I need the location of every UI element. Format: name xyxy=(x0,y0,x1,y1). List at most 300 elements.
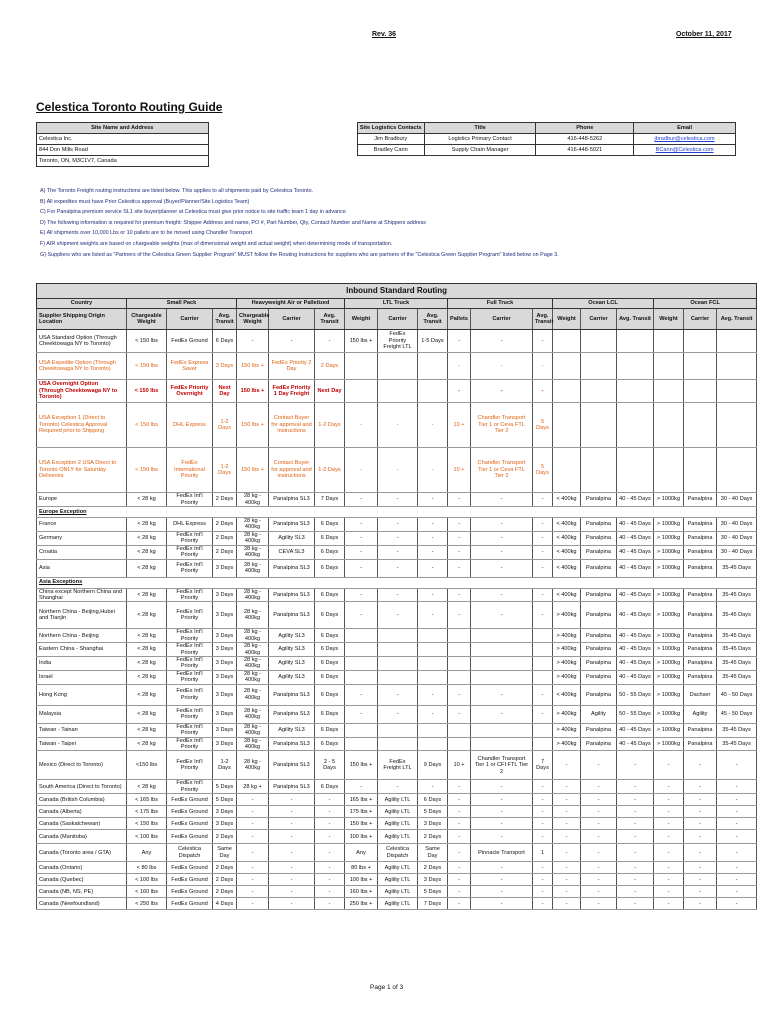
table-cell: - xyxy=(345,602,378,629)
table-cell: Panalpina xyxy=(581,493,617,507)
table-cell: Panalpina xyxy=(581,684,617,705)
table-cell: - xyxy=(471,380,533,403)
table-row xyxy=(37,670,757,684)
table-cell xyxy=(345,629,378,643)
origin-cell: Croatia xyxy=(37,545,127,559)
table-row xyxy=(37,629,757,643)
table-cell: Agility LTL xyxy=(378,874,418,886)
table-cell xyxy=(345,643,378,657)
table-cell: - xyxy=(237,794,269,806)
table-cell xyxy=(448,737,471,751)
table-cell: - xyxy=(448,559,471,577)
column-header: Carrier xyxy=(269,309,315,330)
table-cell: 6 Days xyxy=(315,684,345,705)
email-header: Email xyxy=(634,123,736,134)
table-cell: - xyxy=(581,751,617,780)
table-cell: Panalpina xyxy=(684,670,717,684)
table-cell: 28 kg - 400kg xyxy=(237,602,269,629)
table-cell: - xyxy=(581,818,617,830)
table-cell xyxy=(654,448,684,493)
table-cell: < 400kg xyxy=(553,493,581,507)
table-cell: - xyxy=(448,588,471,602)
table-cell xyxy=(654,330,684,353)
table-cell: Agility LTL xyxy=(378,806,418,818)
table-cell: - xyxy=(533,602,553,629)
table-cell: 6 Days xyxy=(315,657,345,671)
table-cell: 6 Days xyxy=(315,723,345,737)
address-line: Celestica Inc. xyxy=(37,134,209,145)
table-cell: 28 kg - 400kg xyxy=(237,493,269,507)
table-cell: < 28 kg xyxy=(127,518,167,532)
table-cell xyxy=(533,657,553,671)
table-cell: - xyxy=(471,806,533,818)
table-row xyxy=(37,794,757,806)
table-cell: - xyxy=(345,588,378,602)
table-row xyxy=(37,844,757,862)
table-cell: FedEx Priority 2 Day xyxy=(269,353,315,380)
table-cell: - xyxy=(533,330,553,353)
table-cell: < 165 lbs xyxy=(127,794,167,806)
origin-cell: India xyxy=(37,657,127,671)
table-cell: - xyxy=(471,518,533,532)
table-cell xyxy=(345,353,378,380)
table-cell: - xyxy=(684,830,717,844)
table-cell: - xyxy=(684,862,717,874)
table-cell: - xyxy=(378,705,418,723)
table-cell xyxy=(471,737,533,751)
table-cell: - xyxy=(617,751,654,780)
origin-cell: Eastern China - Shanghai xyxy=(37,643,127,657)
table-cell: < 150 lbs xyxy=(127,380,167,403)
table-cell xyxy=(533,670,553,684)
table-cell: - xyxy=(315,830,345,844)
table-cell: 3 Days xyxy=(213,588,237,602)
table-cell: 250 lbs + xyxy=(345,898,378,910)
table-cell: - xyxy=(269,874,315,886)
table-cell: - xyxy=(654,780,684,794)
table-row xyxy=(37,830,757,844)
table-cell xyxy=(345,380,378,403)
table-cell: 28 kg - 400kg xyxy=(237,559,269,577)
table-cell: Panalpina SL3 xyxy=(269,684,315,705)
table-cell: - xyxy=(448,898,471,910)
group-header: LTL Truck xyxy=(345,299,448,309)
column-header: Carrier xyxy=(581,309,617,330)
table-cell: Panalpina xyxy=(581,518,617,532)
table-cell: - xyxy=(533,588,553,602)
table-cell: - xyxy=(684,794,717,806)
table-cell: - xyxy=(418,448,448,493)
table-row xyxy=(37,493,757,507)
table-cell: 3 Days xyxy=(213,559,237,577)
table-cell: - xyxy=(471,684,533,705)
column-header: Pallets xyxy=(448,309,471,330)
column-header: Chargeable Weight xyxy=(237,309,269,330)
table-cell: - xyxy=(448,493,471,507)
table-cell: < 400kg xyxy=(553,518,581,532)
table-cell: < 150 lbs xyxy=(127,353,167,380)
table-cell: FedEx Int'l Priority xyxy=(167,751,213,780)
address-line: 844 Don Mills Road xyxy=(37,145,209,156)
table-cell: - xyxy=(717,830,757,844)
table-cell: 160 lbs + xyxy=(345,886,378,898)
table-cell: FedEx Priority Freight LTL xyxy=(378,330,418,353)
table-cell: 1-2 Days xyxy=(315,403,345,448)
table-cell: - xyxy=(418,531,448,545)
inbound-routing-table xyxy=(36,283,757,910)
table-cell: Panalpina SL3 xyxy=(269,559,315,577)
table-cell: Agility SL3 xyxy=(269,643,315,657)
table-cell: - xyxy=(237,874,269,886)
table-cell: 35-45 Days xyxy=(717,670,757,684)
table-cell: - xyxy=(581,874,617,886)
table-cell: < 28 kg xyxy=(127,545,167,559)
table-cell: 45 - 50 Days xyxy=(717,705,757,723)
table-cell: - xyxy=(471,531,533,545)
table-cell: FedEx Int'l Priority xyxy=(167,602,213,629)
table-cell: - xyxy=(315,898,345,910)
table-cell: 5 Days xyxy=(533,448,553,493)
table-cell xyxy=(448,670,471,684)
table-cell: - xyxy=(471,602,533,629)
table-cell: 3 Days xyxy=(213,705,237,723)
table-cell: 40 - 45 Days xyxy=(617,643,654,657)
table-cell: 3 Days xyxy=(213,629,237,643)
table-cell: Panalpina SL3 xyxy=(269,737,315,751)
table-cell: - xyxy=(654,751,684,780)
table-cell: Dachser xyxy=(684,684,717,705)
table-cell: Agility xyxy=(684,705,717,723)
table-cell: - xyxy=(533,818,553,830)
table-cell xyxy=(553,330,581,353)
table-cell: 35-45 Days xyxy=(717,629,757,643)
origin-cell: Canada (Alberta) xyxy=(37,806,127,818)
table-cell: - xyxy=(684,806,717,818)
table-cell: - xyxy=(378,588,418,602)
document-date: October 11, 2017 xyxy=(676,31,732,38)
table-cell: - xyxy=(448,518,471,532)
table-cell: - xyxy=(448,806,471,818)
table-row xyxy=(37,330,757,353)
table-cell: Panalpina xyxy=(684,559,717,577)
table-cell: DHL Express xyxy=(167,518,213,532)
table-cell: - xyxy=(378,403,418,448)
table-cell: - xyxy=(654,874,684,886)
table-cell xyxy=(581,448,617,493)
table-cell: - xyxy=(448,705,471,723)
group-header: Heavyweight Air or Palletized xyxy=(237,299,345,309)
table-cell: - xyxy=(448,531,471,545)
table-cell: - xyxy=(448,780,471,794)
table-cell: > 400kg xyxy=(553,737,581,751)
origin-cell: Canada (Ontario) xyxy=(37,862,127,874)
table-cell: - xyxy=(684,751,717,780)
table-cell: - xyxy=(448,794,471,806)
table-cell xyxy=(418,353,448,380)
table-cell: 28 kg - 400kg xyxy=(237,531,269,545)
table-cell: - xyxy=(471,886,533,898)
origin-cell: Germany xyxy=(37,531,127,545)
table-cell: 7 Days xyxy=(418,898,448,910)
table-cell xyxy=(617,353,654,380)
table-cell: FedEx Ground xyxy=(167,862,213,874)
table-cell: - xyxy=(237,806,269,818)
table-cell: Agility LTL xyxy=(378,794,418,806)
table-cell: - xyxy=(378,545,418,559)
table-cell: - xyxy=(581,806,617,818)
table-cell xyxy=(448,657,471,671)
table-cell: Panalpina xyxy=(581,737,617,751)
table-cell: 150 lbs + xyxy=(237,448,269,493)
table-cell: 28 kg - 400kg xyxy=(237,545,269,559)
table-cell: 3 Days xyxy=(418,874,448,886)
table-cell: 6 Days xyxy=(213,330,237,353)
table-cell: Next Day xyxy=(213,380,237,403)
table-cell: 35-45 Days xyxy=(717,657,757,671)
table-cell: - xyxy=(553,806,581,818)
site-contacts-header: Site Logistics Contacts xyxy=(357,123,424,134)
table-cell: Any xyxy=(127,844,167,862)
table-cell: < 28 kg xyxy=(127,643,167,657)
table-cell: 7 Days xyxy=(533,751,553,780)
table-cell: 3 Days xyxy=(213,643,237,657)
table-cell: > 400kg xyxy=(553,602,581,629)
table-cell: - xyxy=(269,886,315,898)
table-cell xyxy=(717,330,757,353)
table-cell: - xyxy=(418,588,448,602)
table-cell: 35-45 Days xyxy=(717,723,757,737)
origin-cell: Canada (Manitoba) xyxy=(37,830,127,844)
table-cell: CEVA SL3 xyxy=(269,545,315,559)
table-cell xyxy=(345,670,378,684)
table-cell: 28 kg - 400kg xyxy=(237,657,269,671)
table-cell: < 160 lbs xyxy=(127,886,167,898)
table-cell: 6 Days xyxy=(315,518,345,532)
table-cell xyxy=(533,629,553,643)
table-cell: - xyxy=(581,844,617,862)
contact-title: Logistics Primary Contact xyxy=(424,134,536,145)
table-cell xyxy=(553,353,581,380)
table-cell: - xyxy=(684,898,717,910)
table-cell: 6 Days xyxy=(315,559,345,577)
table-row xyxy=(37,559,757,577)
table-cell: FedEx Int'l Priority xyxy=(167,643,213,657)
table-cell: 30 - 40 Days xyxy=(717,493,757,507)
table-cell: - xyxy=(448,684,471,705)
table-cell: 2 Days xyxy=(418,830,448,844)
table-cell: Chandler Transport Tier 1 or CFI FTL Tier 2 xyxy=(471,751,533,780)
table-cell: 3 Days xyxy=(213,684,237,705)
table-cell: - xyxy=(553,818,581,830)
table-cell: - xyxy=(617,844,654,862)
table-cell: - xyxy=(418,705,448,723)
table-cell: 1-2 Days xyxy=(213,751,237,780)
table-cell: 150 lbs + xyxy=(345,818,378,830)
table-cell xyxy=(418,380,448,403)
routing-table-title: Inbound Standard Routing xyxy=(37,284,757,299)
table-cell: - xyxy=(448,886,471,898)
table-cell: 40 - 45 Days xyxy=(617,723,654,737)
table-cell: 80 lbs + xyxy=(345,862,378,874)
table-cell: 5 Days xyxy=(213,794,237,806)
section-header-row xyxy=(37,577,757,588)
contact-email-link[interactable]: jbradbur@celestica.com xyxy=(654,135,715,142)
table-cell: - xyxy=(315,886,345,898)
table-cell: 3 Days xyxy=(213,818,237,830)
table-cell: 10 + xyxy=(448,751,471,780)
table-cell: - xyxy=(315,844,345,862)
table-cell xyxy=(684,380,717,403)
table-row xyxy=(37,886,757,898)
table-cell: - xyxy=(448,330,471,353)
table-cell: Agility LTL xyxy=(378,886,418,898)
table-cell xyxy=(553,403,581,448)
table-cell: < 400kg xyxy=(553,588,581,602)
table-cell: - xyxy=(717,751,757,780)
column-header: Chargeable Weight xyxy=(127,309,167,330)
origin-cell: Canada (Newfoundland) xyxy=(37,898,127,910)
table-cell: Panalpina xyxy=(581,602,617,629)
table-cell xyxy=(553,448,581,493)
table-cell: - xyxy=(448,380,471,403)
table-cell: > 1000kg xyxy=(654,602,684,629)
table-cell: 1-2 Days xyxy=(315,448,345,493)
table-cell xyxy=(684,403,717,448)
table-cell: 40 - 45 Days xyxy=(617,545,654,559)
origin-cell: Mexico (Direct to Toronto) xyxy=(37,751,127,780)
table-cell: - xyxy=(471,780,533,794)
origin-cell: Europe xyxy=(37,493,127,507)
table-cell: > 1000kg xyxy=(654,705,684,723)
table-cell: - xyxy=(448,874,471,886)
table-cell: - xyxy=(717,886,757,898)
table-cell xyxy=(684,448,717,493)
table-cell: > 400kg xyxy=(553,657,581,671)
table-cell: 2 Days xyxy=(315,353,345,380)
table-cell: 4 Days xyxy=(213,898,237,910)
table-cell xyxy=(654,403,684,448)
column-header: Avg. Transit xyxy=(533,309,553,330)
origin-cell: Hong Kong xyxy=(37,684,127,705)
section-label: Asia Exceptions xyxy=(37,577,757,588)
table-cell: - xyxy=(617,794,654,806)
column-header: Carrier xyxy=(378,309,418,330)
table-cell: - xyxy=(448,818,471,830)
table-cell: - xyxy=(237,886,269,898)
table-cell: - xyxy=(553,874,581,886)
table-cell: Agility xyxy=(581,705,617,723)
origin-cell: USA Overnight Option (Through Cheektowaga NY to Toronto) xyxy=(37,380,127,403)
table-cell: FedEx Ground xyxy=(167,874,213,886)
origin-cell: USA Expedite Option (Through Cheektowaga NY to Toronto) xyxy=(37,353,127,380)
table-cell: < 400kg xyxy=(553,559,581,577)
table-cell: Panalpina SL3 xyxy=(269,493,315,507)
table-cell: Panalpina xyxy=(684,588,717,602)
table-cell: < 28 kg xyxy=(127,588,167,602)
table-row xyxy=(37,898,757,910)
table-cell: 28 kg - 400kg xyxy=(237,705,269,723)
table-cell: Panalpina xyxy=(684,723,717,737)
table-cell: - xyxy=(418,545,448,559)
table-cell xyxy=(471,657,533,671)
table-cell: - xyxy=(345,448,378,493)
column-header: Weight xyxy=(345,309,378,330)
table-cell: 28 kg + xyxy=(237,780,269,794)
group-header: Full Truck xyxy=(448,299,553,309)
table-cell: 28 kg - 400kg xyxy=(237,737,269,751)
table-cell: Panalpina xyxy=(581,588,617,602)
table-cell: - xyxy=(581,780,617,794)
table-cell: - xyxy=(315,330,345,353)
table-cell: - xyxy=(617,806,654,818)
table-cell: Celestica Dispatch xyxy=(167,844,213,862)
table-cell: <150 lbs xyxy=(127,751,167,780)
table-cell: 2 Days xyxy=(418,862,448,874)
table-cell: Panalpina xyxy=(684,737,717,751)
table-row xyxy=(37,723,757,737)
table-cell: - xyxy=(378,780,418,794)
table-cell: FedEx Priority 1 Day Freight xyxy=(269,380,315,403)
table-row xyxy=(37,518,757,532)
table-cell: - xyxy=(533,886,553,898)
table-cell xyxy=(378,353,418,380)
table-cell: > 1000kg xyxy=(654,723,684,737)
table-cell: < 100 lbs xyxy=(127,874,167,886)
table-cell: - xyxy=(471,330,533,353)
table-cell: Panalpina xyxy=(684,643,717,657)
note-a: A) The Toronto Freight routing instructions are listed below. This applies to all shipments paid by Celestica Toronto. xyxy=(40,188,314,194)
table-cell: - xyxy=(684,844,717,862)
table-cell: FedEx Int'l Priority xyxy=(167,657,213,671)
table-cell: - xyxy=(471,353,533,380)
table-cell xyxy=(617,403,654,448)
table-cell: FedEx Ground xyxy=(167,330,213,353)
table-cell: 30 - 40 Days xyxy=(717,545,757,559)
table-cell xyxy=(471,643,533,657)
table-cell: Panalpina xyxy=(684,531,717,545)
table-cell: Panalpina xyxy=(581,559,617,577)
table-cell: 28 kg - 400kg xyxy=(237,518,269,532)
table-cell: Agility SL3 xyxy=(269,531,315,545)
table-row xyxy=(37,602,757,629)
table-cell: > 400kg xyxy=(553,629,581,643)
table-cell xyxy=(471,723,533,737)
table-cell: - xyxy=(269,830,315,844)
table-cell xyxy=(717,380,757,403)
table-cell xyxy=(617,380,654,403)
table-cell: < 100 lbs xyxy=(127,830,167,844)
table-cell: 6 Days xyxy=(315,737,345,751)
table-cell xyxy=(378,670,418,684)
contact-email-link[interactable]: BCann@Celestica.com xyxy=(655,146,714,153)
table-cell: 5 Days xyxy=(418,806,448,818)
table-cell: Panalpina xyxy=(684,493,717,507)
table-cell: 100 lbs + xyxy=(345,830,378,844)
table-cell: 5 Days xyxy=(533,403,553,448)
table-cell: 6 Days xyxy=(315,705,345,723)
page-number: Page 1 of 3 xyxy=(370,984,404,991)
table-cell: 1-2 Days xyxy=(213,403,237,448)
table-cell: > 1000kg xyxy=(654,545,684,559)
table-cell: - xyxy=(345,545,378,559)
table-cell: Panalpina xyxy=(684,629,717,643)
table-cell: 3 Days xyxy=(213,737,237,751)
table-cell: - xyxy=(378,493,418,507)
table-cell: 175 lbs + xyxy=(345,806,378,818)
table-cell: 3 Days xyxy=(213,670,237,684)
revision-label: Rev. 36 xyxy=(372,31,396,38)
table-cell xyxy=(533,643,553,657)
